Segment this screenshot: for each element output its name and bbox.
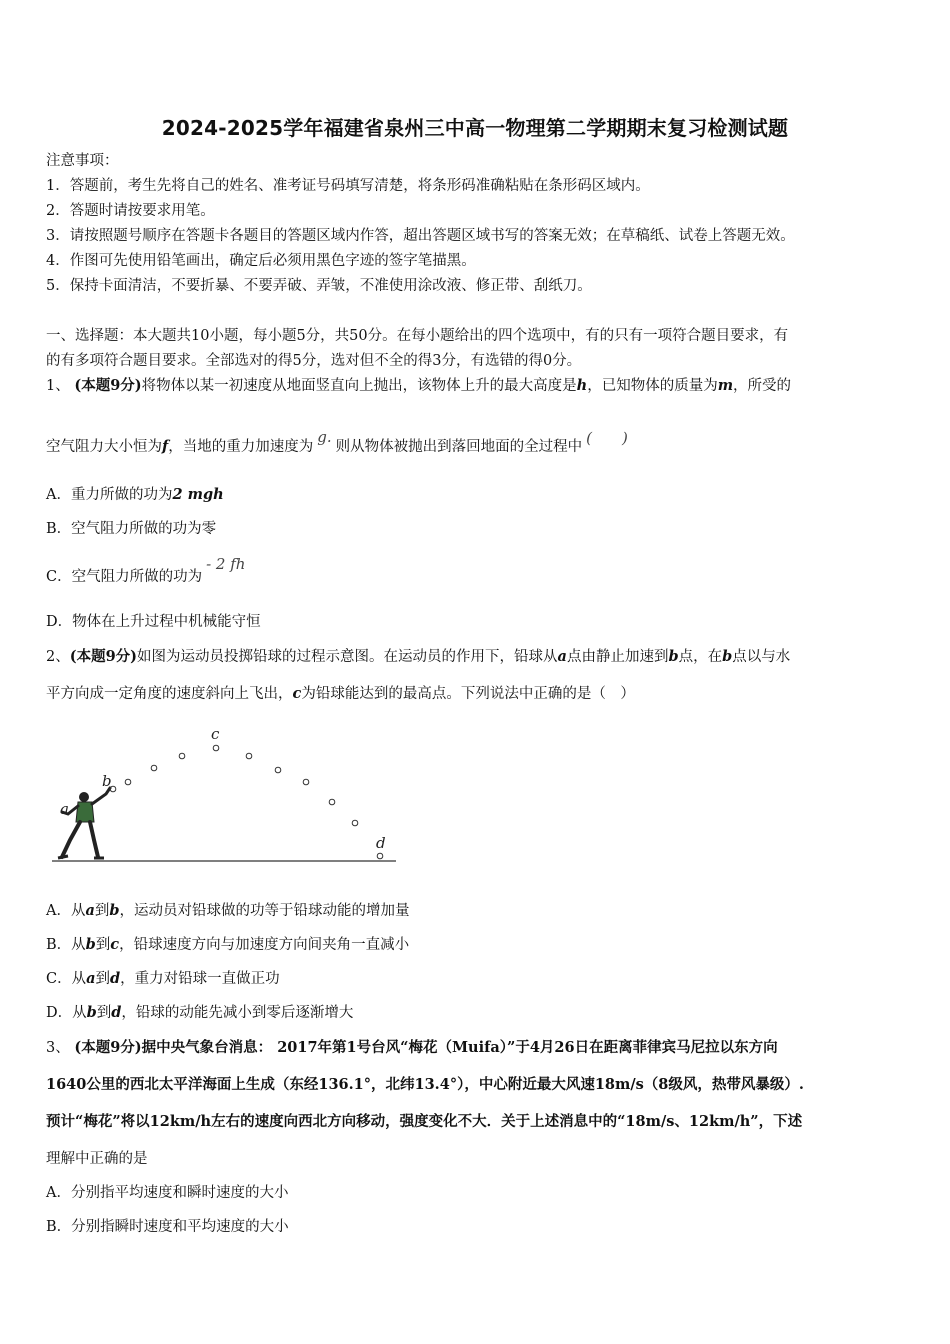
q1-stem-line-1 [46,376,791,396]
section-instructions-line: 的有多项符合题目要求。全部选对的得5分，选对但不全的得3分，有选错的得0分。 [46,353,582,369]
page-title: 2024-2025学年福建省泉州三中高一物理第二学期期末复习检测试题 [161,116,789,140]
figure-label-b: b [102,772,112,790]
q3-tag: (本题9分) [74,1039,142,1056]
q2-tag: (本题9分) [69,648,138,665]
trajectory-point [329,799,335,805]
trajectory-point [246,753,252,759]
q2-option-text: 到 [94,903,110,919]
q3-stem-line-1 [46,1038,778,1058]
trajectory-point-d [377,853,383,859]
trajectory-point [352,820,358,826]
q2-option-var: d [110,970,121,987]
q1-var-h: h [576,377,588,394]
trajectory-point [303,779,309,785]
q1-text: ，所受的 [733,378,792,394]
q2-option-d [46,1003,353,1023]
q2-option-text: B．从 [46,937,86,953]
q2-option-var: a [85,902,95,919]
q3-number: 3、 [46,1040,70,1056]
trajectory-point [275,767,281,773]
q3-stem-line-4: 理解中正确的是 [46,1151,148,1167]
q1-text: ，当地的重力加速度为 [168,439,314,455]
q2-option-text: D．从 [46,1005,87,1021]
trajectory-point [151,765,157,771]
q2-text: 如图为运动员投掷铅球的过程示意图。在运动员的作用下，铅球从 [137,649,558,665]
q2-stem-line-1 [46,647,790,667]
q2-option-text: C．从 [46,971,87,987]
q2-option-text: 到 [95,971,111,987]
q3-stem-line-2: 1640公里的西北太平洋海面上生成（东经136.1°，北纬13.4°），中心附近最大风速18m/s（8级风，热带风暴级）. [46,1076,804,1093]
q1-var-m: m [717,377,734,394]
q1-number: 1、 [46,378,70,394]
q2-option-a [46,901,410,921]
q2-option-var: b [86,1004,97,1021]
q2-option-b [46,935,409,955]
q1-stem-line-2 [46,428,628,457]
q2-text: 为铅球能达到的最高点。下列说法中正确的是（ ） [301,686,635,702]
q1-text: 空气阻力大小恒为 [46,439,162,455]
q2-option-text: 到 [96,1005,112,1021]
shot-put-figure [48,722,408,867]
q3-text: 据中央气象台消息： 2017年第1号台风“梅花（Muifa）”于4月26日在距离菲律宾马尼拉以东方向 [141,1039,778,1056]
section-instructions-line: 一、选择题：本大题共10小题，每小题5分，共50分。在每小题给出的四个选项中，有的只有一项符合题目要求，有 [46,328,789,344]
figure-label-a: a [60,800,69,818]
notes-item: 5．保持卡面清洁，不要折暴、不要弄破、弄皱，不准使用涂改液、修正带、刮纸刀。 [46,278,592,294]
trajectory-point [125,779,131,785]
q1-option-a-value: 2 mgh [172,486,224,503]
q1-var-f: f [162,438,169,455]
q2-number: 2、 [46,649,70,665]
q2-option-var: d [111,1004,122,1021]
q2-option-var: b [85,936,96,953]
q1-tag: (本题9分) [74,377,142,394]
q1-text: 则从物体被抛出到落回地面的全过程中 [335,439,583,455]
figure-label-c: c [211,725,220,743]
q2-var-a: a [557,648,567,665]
q2-option-text: 到 [95,937,111,953]
q2-option-text: ，运动员对铅球做的功等于铅球动能的增加量 [119,903,410,919]
q1-answer-paren: ( ) [586,429,628,447]
q1-option-a [46,485,224,505]
q2-option-text: ，重力对铅球一直做正功 [120,971,280,987]
q2-text: 点，在 [678,649,723,665]
q1-option-c-value: - 2 fh [206,555,246,573]
notes-heading: 注意事项： [46,153,119,169]
q2-option-text: ，铅球速度方向与加速度方向间夹角一直减小 [119,937,410,953]
q2-text: 点由静止加速到 [566,649,669,665]
q1-option-d: D．物体在上升过程中机械能守恒 [46,614,261,630]
q1-option-a-label: A．重力所做的功为 [46,487,173,503]
athlete-figure [58,788,110,858]
q2-option-var: b [109,902,120,919]
q2-text: 平方向成一定角度的速度斜向上飞出， [46,686,293,702]
notes-item: 4．作图可先使用铅笔画出，确定后必须用黑色字迹的签字笔描黑。 [46,253,476,269]
q2-option-var: a [86,970,96,987]
q2-option-text: A．从 [46,903,86,919]
q1-option-c [46,555,246,587]
trajectory-point-c [213,745,219,751]
notes-item: 2．答题时请按要求用笔。 [46,203,215,219]
figure-label-d: d [376,834,386,852]
q2-option-c [46,969,280,989]
q2-var-b: b [668,648,679,665]
q2-var-c: c [292,685,302,702]
q3-option-b: B．分别指瞬时速度和平均速度的大小 [46,1219,289,1235]
q2-option-var: c [110,936,120,953]
q1-text: ，已知物体的质量为 [587,378,718,394]
q3-option-a: A．分别指平均速度和瞬时速度的大小 [46,1185,289,1201]
trajectory-point [179,753,185,759]
q1-text: 将物体以某一初速度从地面竖直向上抛出，该物体上升的最大高度是 [141,378,577,394]
q2-option-text: ，铅球的动能先减小到零后逐渐增大 [121,1005,354,1021]
notes-item: 1．答题前，考生先将自己的姓名、准考证号码填写清楚，将条形码准确粘贴在条形码区域内。 [46,178,650,194]
q1-option-c-label: C．空气阻力所做的功为 [46,569,203,585]
q1-g-symbol: g. [317,428,332,446]
q3-stem-line-3: 预计“梅花”将以12km/h左右的速度向西北方向移动，强度变化不大．关于上述消息中的“18m/s、12km/h”，下述 [46,1113,803,1130]
notes-item: 3．请按照题号顺序在答题卡各题目的答题区域内作答，超出答题区域书写的答案无效；在草稿纸、试卷上答题无效。 [46,228,795,244]
q2-var-b: b [722,648,733,665]
q2-stem-line-2 [46,684,635,704]
q2-text: 点以与水 [732,649,791,665]
q1-option-b: B．空气阻力所做的功为零 [46,521,217,537]
